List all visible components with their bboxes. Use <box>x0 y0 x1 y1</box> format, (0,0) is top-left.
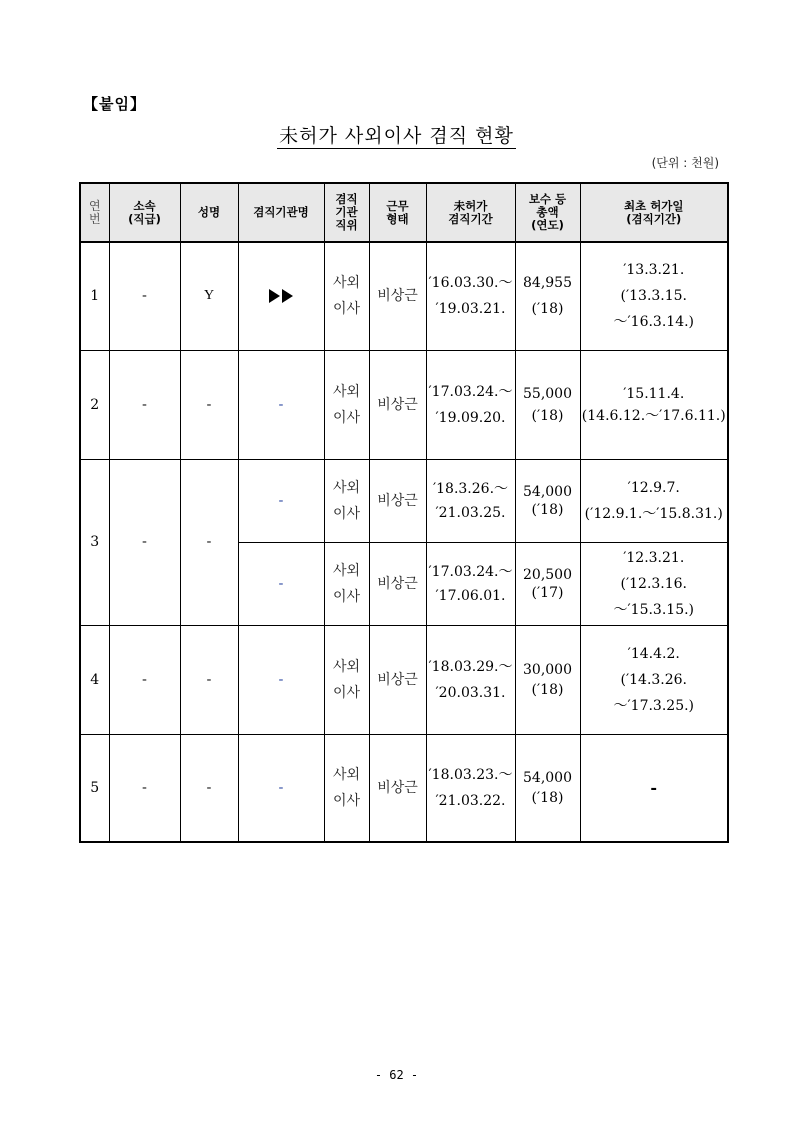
cell-first-permit: ′14.4.2. (′14.3.26.～′17.3.25.) <box>580 625 728 734</box>
cell-affiliation: - <box>109 350 180 459</box>
cell-name: - <box>180 350 238 459</box>
cell-affiliation: - <box>109 734 180 842</box>
cell-org: - <box>238 542 324 625</box>
cell-work-type: 비상근 <box>369 734 426 842</box>
cell-period: ′18.3.26.～ ′21.03.25. <box>426 459 515 542</box>
table-row <box>80 734 728 842</box>
page-title: 未허가 사외이사 겸직 현황 <box>279 125 514 147</box>
cell-no: 1 <box>80 242 109 350</box>
cell-first-permit: - <box>580 734 728 842</box>
cell-affiliation: - <box>109 242 180 350</box>
header-org: 겸직기관명 <box>238 183 324 242</box>
table-row <box>80 459 728 542</box>
cell-org: - <box>238 459 324 542</box>
cell-work-type: 비상근 <box>369 242 426 350</box>
unit-note: (단위 : 천원) <box>651 156 719 170</box>
cell-pay: 84,955 (′18) <box>515 242 580 350</box>
cell-org: - <box>238 350 324 459</box>
cell-no: 3 <box>80 459 109 625</box>
cell-period: ′17.03.24.～ ′17.06.01. <box>426 542 515 625</box>
header-pay: 보수 등 총액 (연도) <box>515 183 580 242</box>
header-affiliation: 소속 (직급) <box>109 183 180 242</box>
cell-work-type: 비상근 <box>369 350 426 459</box>
cell-period: ′18.03.29.～ ′20.03.31. <box>426 625 515 734</box>
cell-name: - <box>180 734 238 842</box>
cell-first-permit: ′12.3.21. (′12.3.16.～′15.3.15.) <box>580 542 728 625</box>
cell-no: 5 <box>80 734 109 842</box>
cell-no: 4 <box>80 625 109 734</box>
status-table <box>79 182 729 843</box>
cell-affiliation: - <box>109 625 180 734</box>
header-first-permit: 최초 허가일 (겸직기간) <box>580 183 728 242</box>
cell-no: 2 <box>80 350 109 459</box>
header-period: 未허가 겸직기간 <box>426 183 515 242</box>
page-number: - 62 - <box>374 1068 419 1082</box>
cell-period: ′18.03.23.～ ′21.03.22. <box>426 734 515 842</box>
cell-name: - <box>180 459 238 625</box>
cell-pay: 55,000 (′18) <box>515 350 580 459</box>
table-header-row <box>80 183 728 242</box>
cell-name: - <box>180 625 238 734</box>
cell-pay: 54,000 (′18) <box>515 734 580 842</box>
cell-first-permit: ′15.11.4. (14.6.12.～′17.6.11.) <box>580 350 728 459</box>
cell-pay: 54,000 (′18) <box>515 459 580 542</box>
cell-position: 사외 이사 <box>324 350 369 459</box>
header-no: 연 번 <box>80 183 109 242</box>
cell-affiliation: - <box>109 459 180 625</box>
cell-work-type: 비상근 <box>369 459 426 542</box>
header-name: 성명 <box>180 183 238 242</box>
cell-position: 사외 이사 <box>324 734 369 842</box>
cell-org: - <box>238 625 324 734</box>
cell-org: - <box>238 734 324 842</box>
cell-name: Y <box>180 242 238 350</box>
header-work-type: 근무 형태 <box>369 183 426 242</box>
header-position: 겸직 기관 직위 <box>324 183 369 242</box>
attachment-label: 【붙임】 <box>83 95 146 113</box>
play-icon <box>268 288 294 304</box>
table-row <box>80 350 728 459</box>
cell-first-permit: ′12.9.7. (′12.9.1.～′15.8.31.) <box>580 459 728 542</box>
cell-period: ′17.03.24.～ ′19.09.20. <box>426 350 515 459</box>
cell-position: 사외 이사 <box>324 542 369 625</box>
table-row <box>80 242 728 350</box>
cell-position: 사외 이사 <box>324 459 369 542</box>
cell-org <box>238 242 324 350</box>
cell-period: ′16.03.30.～ ′19.03.21. <box>426 242 515 350</box>
cell-position: 사외 이사 <box>324 242 369 350</box>
cell-pay: 20,500 (′17) <box>515 542 580 625</box>
cell-pay: 30,000 (′18) <box>515 625 580 734</box>
table-row <box>80 625 728 734</box>
cell-work-type: 비상근 <box>369 625 426 734</box>
cell-work-type: 비상근 <box>369 542 426 625</box>
cell-position: 사외 이사 <box>324 625 369 734</box>
cell-first-permit: ′13.3.21. (′13.3.15.～′16.3.14.) <box>580 242 728 350</box>
